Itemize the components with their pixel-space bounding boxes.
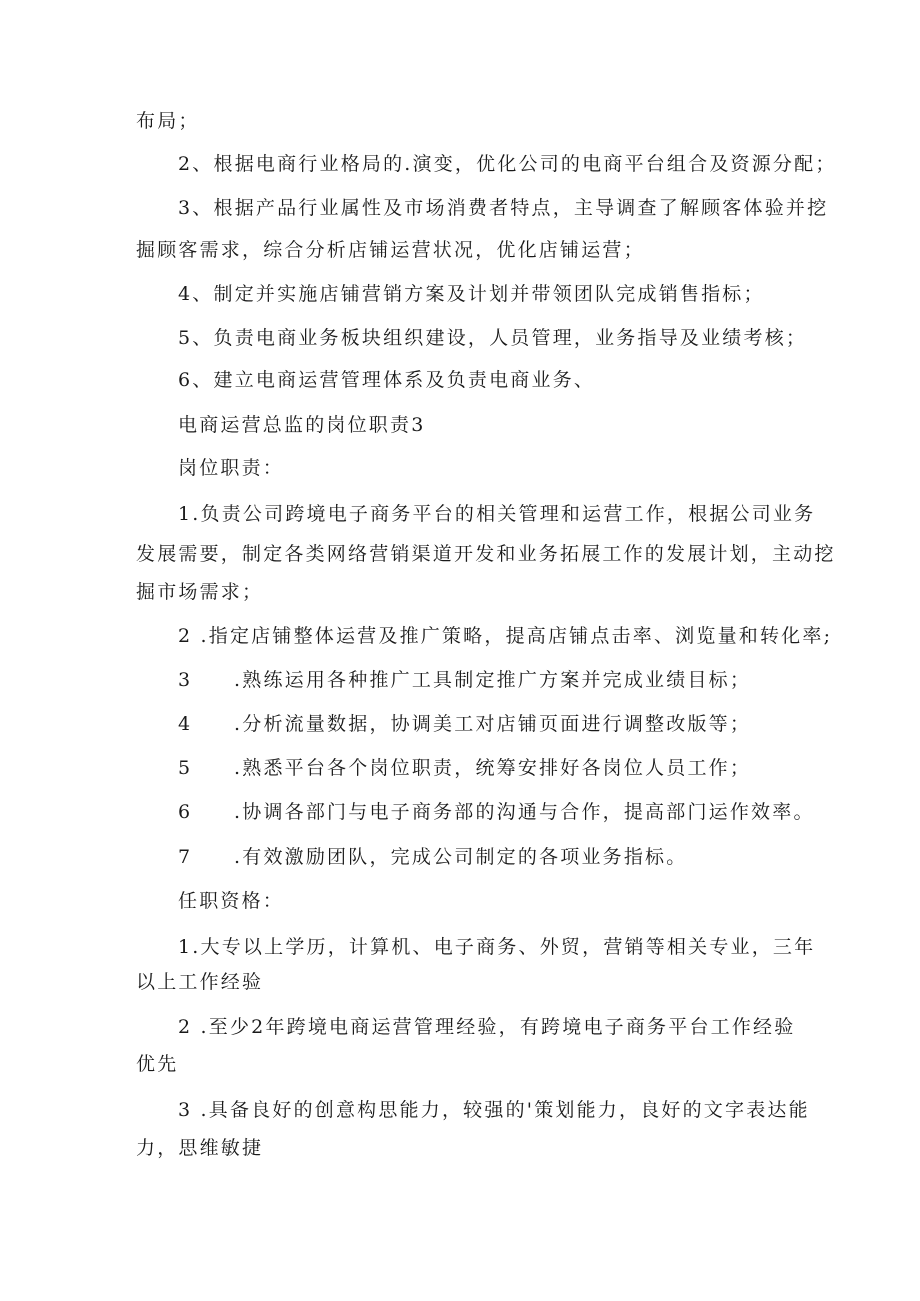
text-line: 力，思维敏捷	[136, 1137, 264, 1159]
text-line: 布局；	[136, 110, 200, 132]
text-line: 掘市场需求；	[136, 581, 264, 603]
numbered-item	[178, 845, 687, 869]
item-number: 7	[178, 846, 193, 868]
item-number: 3	[178, 669, 193, 691]
item-text: .协调各部门与电子商务部的沟通与合作，提高部门运作效率。	[234, 801, 815, 823]
section-heading: 电商运营总监的岗位职责3	[178, 414, 426, 436]
item-number: 5	[178, 757, 193, 779]
item-text: .有效激励团队，完成公司制定的各项业务指标。	[234, 846, 688, 868]
text-line: 5、负责电商业务板块组织建设，人员管理，业务指导及业绩考核；	[178, 327, 808, 349]
numbered-item	[178, 712, 751, 736]
text-line: 2 .指定店铺整体运营及推广策略，提高店铺点击率、浏览量和转化率;	[178, 625, 833, 647]
item-number: 6	[178, 801, 193, 823]
text-line: 3、根据产品行业属性及市场消费者特点，主导调查了解顾客体验并挖	[178, 197, 829, 219]
text-line: 1.负责公司跨境电子商务平台的相关管理和运营工作，根据公司业务	[178, 503, 816, 525]
item-text: .熟练运用各种推广工具制定推广方案并完成业绩目标；	[234, 669, 752, 691]
text-line: 3 .具备良好的创意构思能力，较强的'策划能力，良好的文字表达能	[178, 1099, 810, 1121]
text-line: 以上工作经验	[136, 971, 264, 993]
subheading: 任职资格：	[178, 890, 285, 912]
subheading: 岗位职责：	[178, 457, 285, 479]
numbered-item	[178, 756, 751, 780]
text-line: 4、制定并实施店铺营销方案及计划并带领团队完成销售指标；	[178, 283, 765, 305]
item-number: 4	[178, 713, 193, 735]
item-text: .熟悉平台各个岗位职责，统筹安排好各岗位人员工作；	[234, 757, 752, 779]
text-line: 发展需要，制定各类网络营销渠道开发和业务拓展工作的发展计划，主动挖	[136, 543, 836, 565]
numbered-item	[178, 668, 751, 692]
text-line: 1.大专以上学历，计算机、电子商务、外贸，营销等相关专业，三年	[178, 936, 816, 958]
text-line: 2、根据电商行业格局的.演变，优化公司的电商平台组合及资源分配；	[178, 153, 837, 175]
numbered-item	[178, 800, 815, 824]
text-line: 掘顾客需求，综合分析店铺运营状况，优化店铺运营；	[136, 239, 645, 261]
text-line: 2 .至少2年跨境电商运营管理经验，有跨境电子商务平台工作经验	[178, 1016, 796, 1038]
text-line: 优先	[136, 1053, 179, 1075]
text-line: 6、建立电商运营管理体系及负责电商业务、	[178, 369, 596, 391]
item-text: .分析流量数据，协调美工对店铺页面进行调整改版等；	[234, 713, 752, 735]
